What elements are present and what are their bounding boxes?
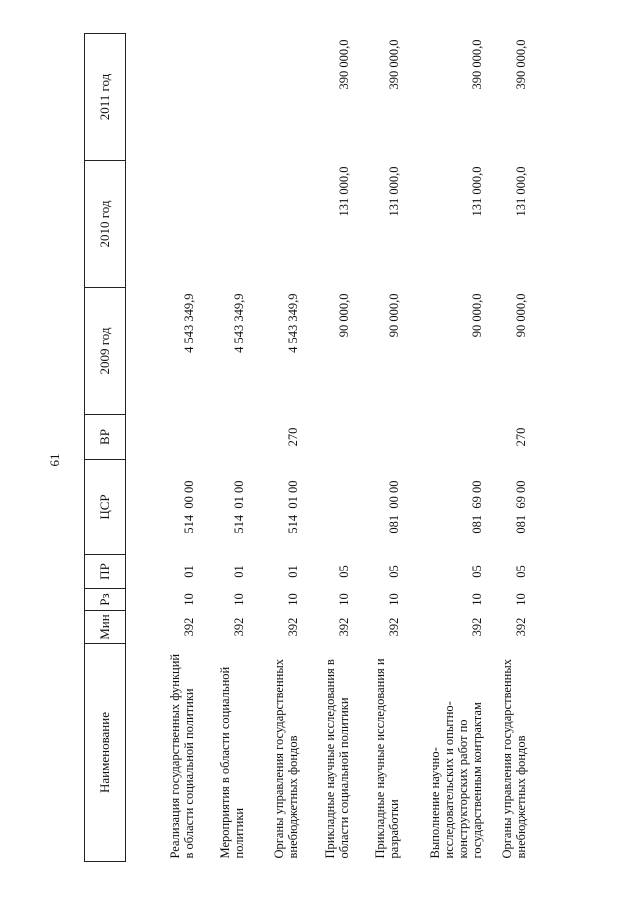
row-2009: 90 000,0 — [337, 293, 351, 338]
page-number: 61 — [47, 453, 62, 467]
row-vr — [300, 415, 351, 460]
row-rz: 10 — [387, 593, 401, 606]
row-pr: 05 — [387, 565, 401, 578]
row-min: 392 — [387, 617, 401, 637]
table-row — [484, 34, 528, 862]
header-name: Наименование — [85, 644, 126, 862]
row-min: 392 — [470, 617, 484, 637]
row-vr: 270 — [514, 427, 528, 447]
table-row — [351, 34, 401, 862]
header-2010: 2010 год — [85, 161, 126, 288]
row-2009: 4 543 349,9 — [182, 293, 196, 353]
table-row — [246, 34, 300, 862]
row-2010 — [196, 161, 246, 288]
row-name: Органы управления государственных внебюджетных фондов — [500, 659, 528, 859]
row-pr: 05 — [337, 565, 351, 578]
row-rz: 10 — [337, 593, 351, 606]
row-2010: 131 000,0 — [514, 166, 528, 217]
row-vr — [401, 415, 484, 460]
header-vr: ВР — [85, 415, 126, 460]
table-header-row — [85, 34, 126, 862]
row-min: 392 — [514, 617, 528, 637]
rotated-table-container — [84, 35, 540, 862]
row-2009: 4 543 349,9 — [232, 293, 246, 353]
row-rz: 10 — [232, 593, 246, 606]
row-rz: 10 — [470, 593, 484, 606]
row-2010 — [246, 161, 300, 288]
row-rz: 10 — [286, 593, 300, 606]
row-2011 — [246, 34, 300, 161]
table-row — [126, 34, 197, 862]
row-min: 392 — [286, 617, 300, 637]
row-name: Выполнение научно-исследовательских и опытно-конструкторских работ по государственным контрактам — [428, 701, 484, 859]
row-name: Реализация государственных функций в области социальной политики — [168, 653, 196, 859]
row-csr: 514 01 00 — [232, 480, 246, 534]
row-name: Прикладные научные исследования в области социальной политики — [323, 659, 351, 859]
table-row — [196, 34, 246, 862]
header-min: Мин — [85, 611, 126, 644]
row-pr: 05 — [470, 565, 484, 578]
row-2009: 90 000,0 — [470, 293, 484, 338]
row-2009: 90 000,0 — [387, 293, 401, 338]
row-csr: 514 01 00 — [286, 480, 300, 534]
row-name: Мероприятия в области социальной политики — [218, 666, 246, 859]
row-csr: 514 00 00 — [182, 480, 196, 534]
header-csr: ЦСР — [85, 460, 126, 555]
table-row — [401, 34, 484, 862]
row-2011: 390 000,0 — [470, 39, 484, 90]
row-min: 392 — [182, 617, 196, 637]
row-2011: 390 000,0 — [387, 39, 401, 90]
row-csr: 081 69 00 — [470, 480, 484, 534]
row-2011 — [196, 34, 246, 161]
row-pr: 01 — [286, 565, 300, 578]
row-2009: 4 543 349,9 — [286, 293, 300, 353]
row-pr: 05 — [514, 565, 528, 578]
row-2010 — [126, 161, 197, 288]
header-pr: ПР — [85, 555, 126, 589]
row-2011: 390 000,0 — [337, 39, 351, 90]
row-pr: 01 — [232, 565, 246, 578]
row-rz: 10 — [514, 593, 528, 606]
row-2011: 390 000,0 — [514, 39, 528, 90]
row-csr: 081 00 00 — [387, 480, 401, 534]
row-vr — [196, 415, 246, 460]
header-2009: 2009 год — [85, 288, 126, 415]
header-rz: Рз — [85, 589, 126, 611]
row-csr — [300, 460, 351, 555]
row-2009: 90 000,0 — [514, 293, 528, 338]
row-2011 — [126, 34, 197, 161]
row-vr — [351, 415, 401, 460]
row-min: 392 — [232, 617, 246, 637]
row-name: Прикладные научные исследования и разработки — [373, 658, 401, 859]
budget-table — [84, 33, 528, 862]
row-vr: 270 — [286, 427, 300, 447]
row-min: 392 — [337, 617, 351, 637]
row-csr: 081 69 00 — [514, 480, 528, 534]
table-row — [300, 34, 351, 862]
row-rz: 10 — [182, 593, 196, 606]
header-2011: 2011 год — [85, 34, 126, 161]
row-pr: 01 — [182, 565, 196, 578]
row-name: Органы управления государственных внебюджетных фондов — [272, 659, 300, 859]
row-2010: 131 000,0 — [337, 166, 351, 217]
row-2010: 131 000,0 — [470, 166, 484, 217]
row-vr — [126, 415, 197, 460]
row-2010: 131 000,0 — [387, 166, 401, 217]
